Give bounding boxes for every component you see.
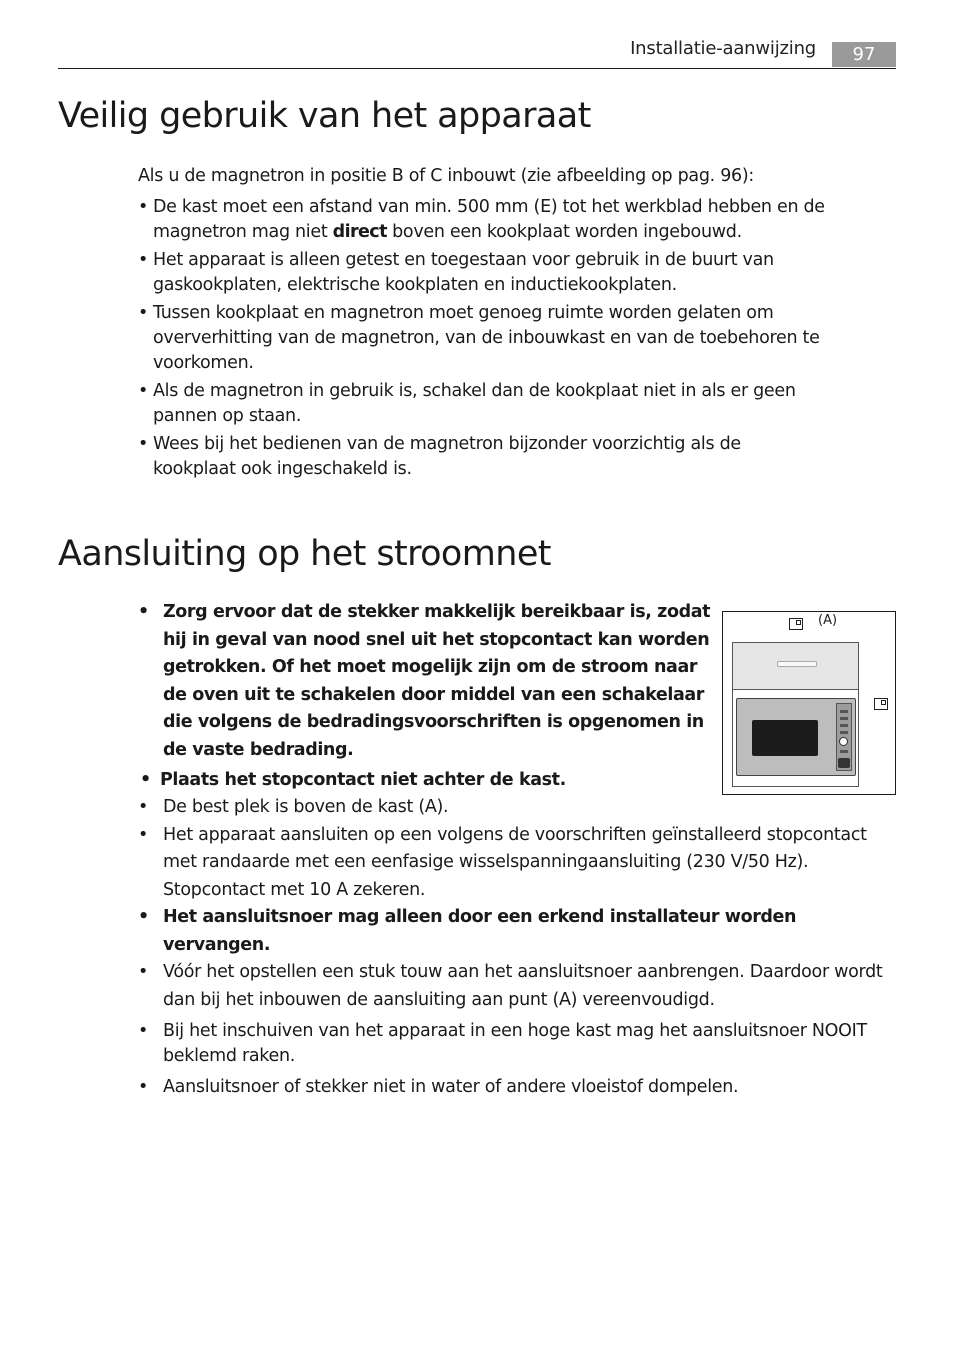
list-item-text: Aansluitsnoer of stekker niet in water of andere vloeistof dompelen.	[163, 1077, 739, 1097]
bullet-glyph: •	[138, 824, 149, 845]
socket-icon	[789, 618, 803, 630]
list-item-text: Bij het inschuiven van het apparaat in een hoge kast mag het aansluitsnoer NOOIT beklemd raken.	[163, 1021, 867, 1066]
list-item	[138, 432, 828, 482]
dial-knob	[839, 737, 848, 746]
list-item	[138, 1019, 888, 1069]
list-item-text: boven een kookplaat worden ingebouwd.	[386, 222, 742, 242]
safety-bullet-list	[138, 195, 828, 485]
list-item-text: Plaats het stopcontact niet achter de kast.	[160, 770, 566, 790]
bullet-glyph: •	[138, 602, 149, 622]
safety-intro: Als u de magnetron in positie B of C inbouwt (zie afbeelding op pag. 96):	[138, 166, 754, 186]
cabinet-handle	[777, 661, 817, 667]
list-item-text: Vóór het opstellen een stuk touw aan het aansluitsnoer aanbrengen. Daardoor wordt dan bij het inbouwen de aansluiting aan punt (A) vereenvoudigd.	[163, 962, 883, 1010]
panel-button	[840, 750, 848, 753]
list-item	[138, 794, 888, 822]
socket-icon	[874, 698, 888, 710]
bullet-glyph: •	[138, 197, 149, 217]
bullet-glyph: •	[138, 381, 149, 401]
oven-window	[752, 720, 818, 756]
list-item-text: Wees bij het bedienen van de magnetron bijzonder voorzichtig als de kookplaat ook ingeschakeld is.	[153, 434, 741, 479]
list-item	[138, 248, 828, 298]
list-item-text: Het apparaat aansluiten op een volgens de voorschriften geïnstalleerd stopcontact met randaarde met een eenfasige wisselspanningaansluiting (230 V/50 Hz). Stopcontact met 10 A zekeren.	[163, 824, 867, 900]
bullet-glyph: •	[138, 1021, 149, 1041]
list-item	[138, 1074, 888, 1102]
list-item	[138, 301, 828, 376]
upper-cabinet	[732, 642, 859, 690]
list-item	[138, 904, 888, 959]
list-item	[138, 195, 828, 245]
bullet-glyph: •	[138, 1077, 149, 1097]
microwave-icon	[736, 698, 856, 776]
bullet-glyph: •	[138, 434, 149, 454]
bullet-glyph: •	[138, 797, 149, 817]
panel-button	[840, 724, 848, 727]
power-list-mid	[140, 767, 720, 795]
list-item-text: De kast moet een afstand van min. 500 mm (E) tot het werkblad hebben en de magnetron mag niet	[153, 197, 825, 242]
list-item-text: Het apparaat is alleen getest en toegestaan voor gebruik in de buurt van gaskookplaten, elektrische kookplaten en inductiekookplaten.	[153, 250, 774, 295]
header-section-title: Installatie-aanwijzing	[630, 38, 816, 59]
list-item	[138, 599, 718, 764]
panel-button	[840, 710, 848, 713]
bullet-glyph: •	[138, 250, 149, 270]
panel-button	[840, 731, 848, 734]
header-divider	[58, 68, 896, 69]
power-list-top	[138, 599, 718, 764]
section-title-safety: Veilig gebruik van het apparaat	[58, 96, 591, 136]
power-list-bottom	[138, 794, 888, 1102]
list-item-text: Tussen kookplaat en magnetron moet genoeg ruimte worden gelaten om oververhitting van de magnetron, van de inbouwkast en van de toebehoren te voorkomen.	[153, 303, 820, 373]
bullet-glyph: •	[138, 907, 149, 927]
bullet-glyph: •	[138, 962, 149, 982]
list-item	[138, 822, 888, 905]
list-item-text: Zorg ervoor dat de stekker makkelijk bereikbaar is, zodat hij in geval van nood snel uit het stopcontact kan worden getrokken. Of het moet mogelijk zijn om de stroom naar de oven uit te schakelen door middel van een schakelaar die volgens de bedradingsvoorschriften is opgenomen in de vaste bedrading.	[163, 602, 711, 760]
list-item	[140, 767, 720, 795]
list-item-text: Als de magnetron in gebruik is, schakel dan de kookplaat niet in als er geen pannen op staan.	[153, 381, 796, 426]
bullet-glyph: •	[138, 303, 149, 323]
bullet-glyph: •	[140, 770, 151, 790]
list-item-text: Het aansluitsnoer mag alleen door een erkend installateur worden vervangen.	[163, 907, 797, 955]
list-item	[138, 379, 828, 429]
page-number: 97	[832, 42, 896, 67]
control-panel	[836, 703, 852, 771]
list-item	[138, 959, 888, 1014]
panel-button	[840, 717, 848, 720]
door-button	[838, 758, 850, 768]
installation-figure	[722, 611, 896, 795]
section-title-power: Aansluiting op het stroomnet	[58, 534, 551, 574]
list-item-text: De best plek is boven de kast (A).	[163, 797, 449, 817]
list-item-emphasis: direct	[332, 222, 387, 242]
figure-label-a: (A)	[818, 613, 838, 628]
